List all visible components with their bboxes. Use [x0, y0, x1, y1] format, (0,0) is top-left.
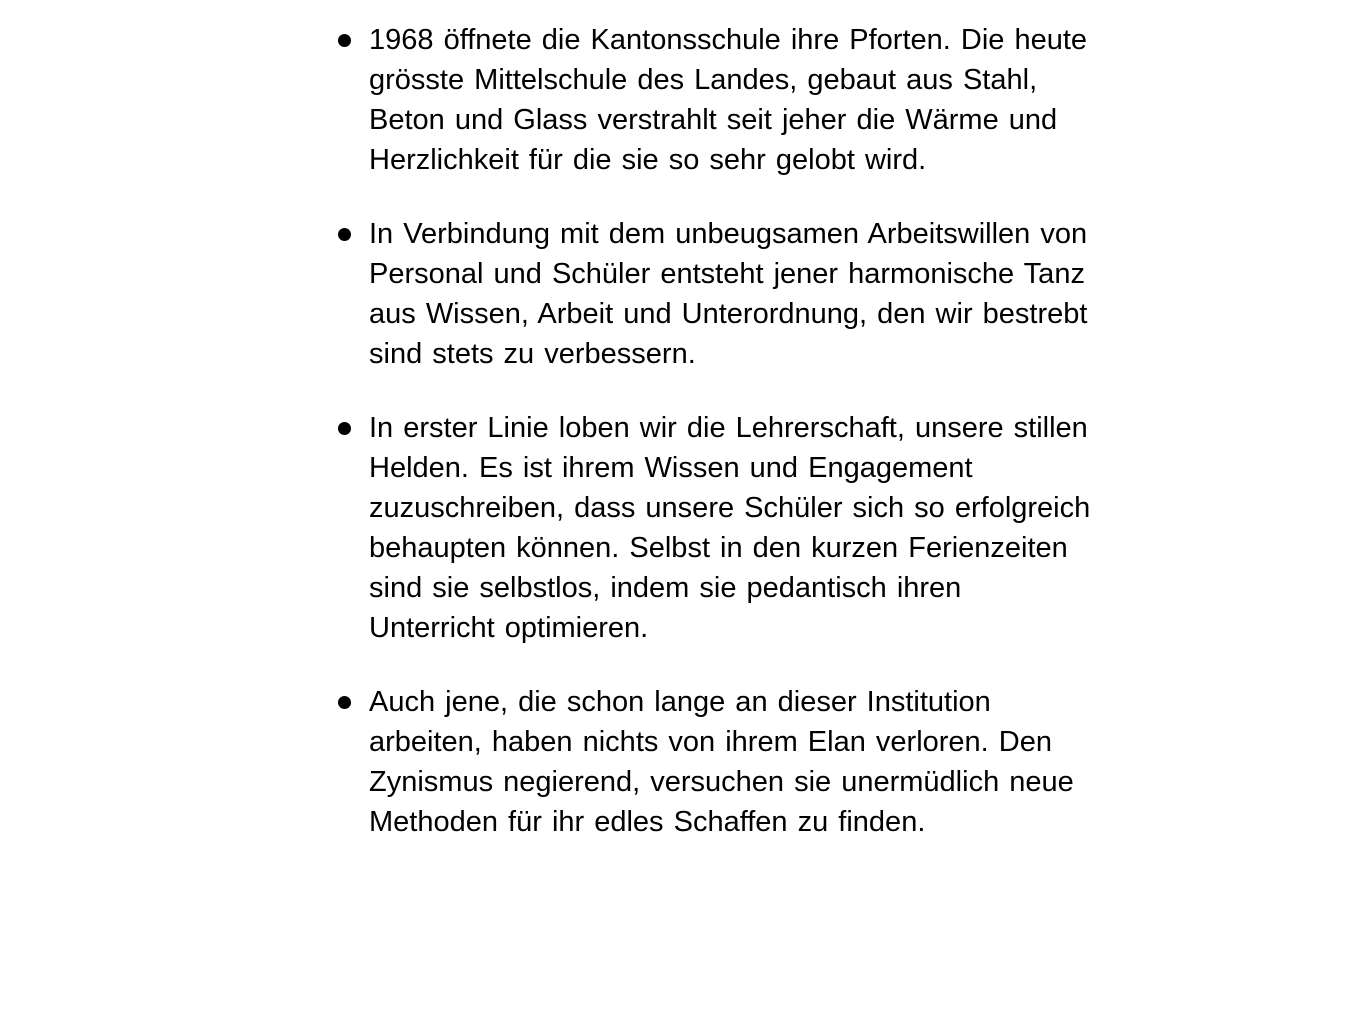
bullet-item [333, 20, 1093, 180]
bullet-text: In erster Linie loben wir die Lehrerschaft, unsere stillen Helden. Es ist ihrem Wissen und Engagement zuzuschreiben, dass unsere Schüler sich so erfolgreich behaupten können. Selbst in den kurzen Ferienzeiten sind sie selbstlos, indem sie pedantisch ihren Unterricht optimieren. [369, 412, 1091, 644]
bullet-dot-icon [338, 34, 351, 47]
bullet-list [333, 20, 1093, 876]
bullet-dot-icon [338, 422, 351, 435]
bullet-dot-icon [338, 228, 351, 241]
bullet-text: Auch jene, die schon lange an dieser Institution arbeiten, haben nichts von ihrem Elan verloren. Den Zynismus negierend, versuchen sie unermüdlich neue Methoden für ihr edles Schaffen zu finden. [369, 686, 1074, 838]
bullet-item [333, 408, 1093, 648]
bullet-dot-icon [338, 696, 351, 709]
bullet-item [333, 214, 1093, 374]
bullet-text: In Verbindung mit dem unbeugsamen Arbeitswillen von Personal und Schüler entsteht jener harmonische Tanz aus Wissen, Arbeit und Unterordnung, den wir bestrebt sind stets zu verbessern. [369, 218, 1088, 370]
bullet-item [333, 682, 1093, 842]
bullet-text: 1968 öffnete die Kantonsschule ihre Pforten. Die heute grösste Mittelschule des Landes, gebaut aus Stahl, Beton und Glass verstrahlt seit jeher die Wärme und Herzlichkeit für die sie so sehr gelobt wird. [369, 24, 1088, 176]
